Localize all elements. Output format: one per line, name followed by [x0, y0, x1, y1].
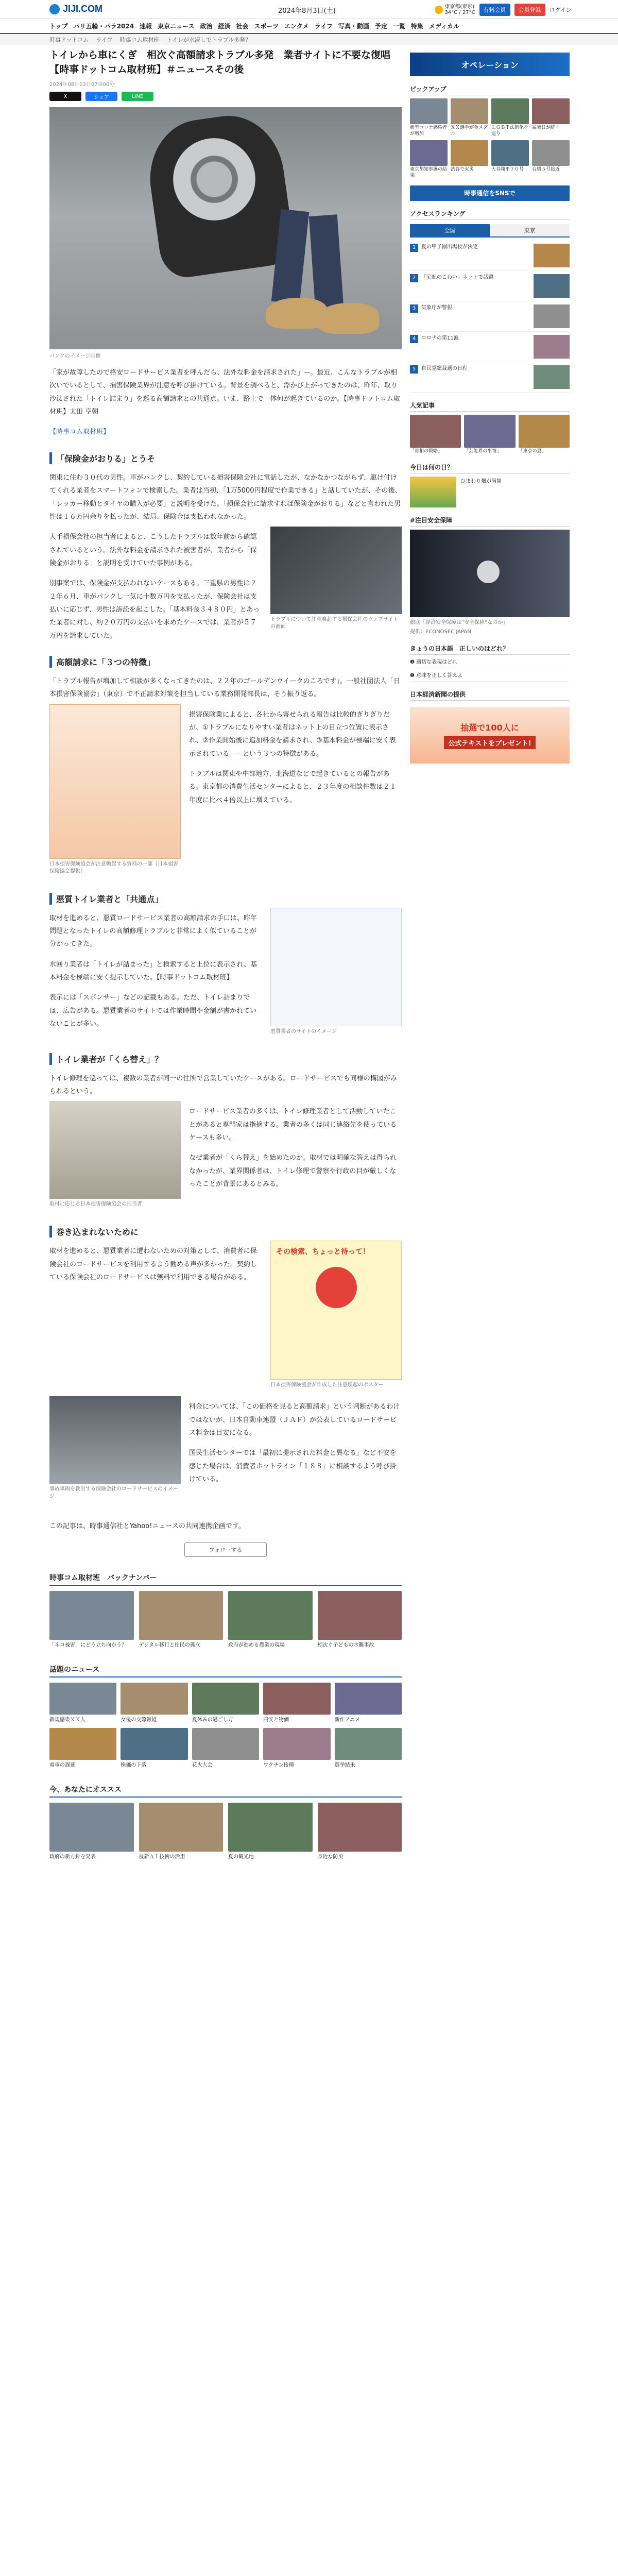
paragraph: 損害保険業によると、各社から寄せられる報告は比較的ぎりぎりだが、①トラブルになりやすい業者はネット上の目立つ位置に表示され、②作業開始後に追加料金を請求され、③基本料金が極端に安く表示されている——という３つの特徴がある。: [189, 710, 396, 758]
card-title: 政府が進める農業の現場: [228, 1642, 285, 1648]
nav-item[interactable]: ライフ: [314, 22, 333, 30]
card-title: 女優の交際報道: [121, 1717, 157, 1723]
nav-item[interactable]: 一覧: [392, 22, 405, 30]
book-ad[interactable]: [410, 707, 570, 764]
nav-item[interactable]: スポーツ: [254, 22, 279, 30]
ranking-heading: アクセスランキング: [410, 209, 570, 220]
card-title: 夏休みの過ごし方: [192, 1717, 233, 1723]
paragraph: 水回り業者は「トイレが詰まった」と検索すると上位に表示され、基本料金を極端に安く提示していた。【時事ドットコム取材班】: [49, 960, 258, 981]
pickup-item[interactable]: [532, 140, 570, 179]
paragraph: 「トラブル報告が増加して相談が多くなってきたのは、２２年のゴールデンウイークのころです」。一般社団法人「日本損害保険協会」（東京）で不正請求対策を担当している業務開発部長は、そう振り返る。: [49, 677, 400, 699]
tab-national[interactable]: 全国: [410, 224, 490, 236]
rank-title: 自民党総裁選の日程: [421, 365, 468, 371]
card-title: 新規感染ＸＸ人: [49, 1717, 85, 1723]
nav-item[interactable]: トップ: [49, 22, 68, 30]
pickup-item[interactable]: [532, 98, 570, 137]
tab-tokyo[interactable]: 東京: [490, 224, 570, 236]
popular-item[interactable]: [519, 415, 570, 455]
paragraph: トイレ修理を巡っては、複数の業者が同一の住所で営業していたケースがある。ロードサービスでも同様の構図がみられるという。: [49, 1074, 397, 1095]
play-icon: [477, 561, 500, 583]
sns-button[interactable]: 時事通信をSNSで: [410, 185, 570, 201]
nav-item[interactable]: 予定: [374, 22, 387, 30]
rank-number: 5: [410, 365, 418, 374]
intro-paragraph: 「家が故障したので格安ロードサービス業者を呼んだら、法外な料金を請求された」ー。最近、こんなトラブルが相次いでいるとして、損害保険業界が注意を呼び掛けている。背景を調べると、浮かび上がってきたのは、昨年、取り沙汰された「トイレ詰まり」を巡る高額請求との共通点。いま、路上で一体何が起きているのか。【時事ドットコム取材班】太田 亨朝: [49, 369, 400, 416]
video-caption: 徹底「経済安全保障は“安全保障”なのか」: [410, 620, 508, 626]
article-main: [49, 46, 402, 1861]
share-line-button[interactable]: LINE: [122, 92, 153, 101]
related-heading: 話題のニュース: [49, 1664, 402, 1677]
wheel-shape: [173, 138, 255, 221]
card-item[interactable]: [228, 1803, 313, 1861]
card-title: 身近な防災: [317, 1854, 344, 1860]
nav-item[interactable]: パリ五輪・パラ2024: [73, 22, 134, 30]
rank-title: 夏の甲子園出場校が決定: [421, 244, 478, 250]
pickup-thumbnail: [451, 140, 488, 166]
card-item[interactable]: [139, 1803, 224, 1861]
card-thumbnail: [139, 1591, 224, 1640]
card-item[interactable]: [192, 1728, 259, 1769]
weather-temp: 34°C / 27°C: [444, 10, 475, 15]
popular-thumbnail: [410, 415, 461, 448]
daily-heading: 今日は何の日？: [410, 463, 570, 473]
pickup-title: ＸＸ選手が金メダル: [451, 125, 488, 137]
section-heading: 高額請求に「３つの特徴」: [49, 656, 402, 668]
stop-sign-icon: [316, 1267, 357, 1308]
book-ad-sub: 公式テキストをプレゼント!: [444, 736, 535, 749]
nav-item[interactable]: 写真・動画: [338, 22, 369, 30]
card-title: 電車の遅延: [49, 1762, 75, 1768]
figure: [270, 1241, 402, 1389]
popular-title: 「東京の夏」: [518, 448, 546, 454]
pickup-thumbnail: [491, 140, 529, 166]
video-source: 提供：ECONOSEC JAPAN: [410, 629, 471, 635]
pickup-item[interactable]: [410, 98, 448, 137]
pickup-heading: ピックアップ: [410, 84, 570, 95]
book-heading: 日本経済新聞の提供: [410, 690, 570, 701]
daily-image[interactable]: [410, 477, 456, 507]
card-thumbnail: [49, 1683, 116, 1715]
nav-item[interactable]: 社会: [236, 22, 249, 30]
quiz-heading: きょうの日本語 正しいのはどれ？: [410, 644, 570, 655]
breadcrumb-item[interactable]: トイレが水浸しでトラブル多発？: [166, 37, 251, 43]
pickup-title: 猛暑日が続く: [532, 125, 560, 130]
sidebar: [410, 46, 570, 764]
rank-thumbnail: [534, 274, 570, 298]
card-thumbnail: [228, 1591, 313, 1640]
paragraph: 別事案では、保険金が支払われないケースもある。三重県の男性は２２年６月、車がパンクし一気に十数万円を支払ったが、保険会社は支払いに応じず、男性は訴訟を起こした。「基本料金３４８０円」とあった業者に対し、約２０万円の支払いを求めたケースでは、業者が５７万円を請求していた。: [49, 580, 260, 640]
card-title: 相次ぐ子どもの水難事故: [317, 1642, 374, 1648]
person-leg: [309, 214, 344, 309]
rank-number: 2: [410, 274, 418, 282]
premium-button[interactable]: 有料会員: [479, 4, 510, 16]
card-item[interactable]: [121, 1728, 187, 1769]
pickup-title: 渋谷で火災: [451, 167, 474, 173]
card-title: 夏の観光地: [228, 1854, 254, 1860]
card-item[interactable]: [49, 1803, 134, 1861]
card-thumbnail: [49, 1591, 134, 1640]
breadcrumb-item[interactable]: 時事ドットコム: [49, 37, 89, 43]
card-thumbnail: [318, 1591, 402, 1640]
pickup-title: 台風５号接近: [532, 167, 560, 173]
figure-caption: 取材に応じる日本損害保険協会の担当者: [49, 1201, 142, 1208]
breadcrumb-item[interactable]: 時事コム取材班: [119, 37, 160, 43]
figure-flyer[interactable]: [49, 704, 181, 859]
card-title: 政府の新方針を発表: [49, 1854, 96, 1860]
end-note: この記事は、時事通信社とYahoo!ニュースの共同連携企画です。: [49, 1522, 245, 1531]
ranking-item[interactable]: [410, 271, 570, 301]
pickup-item[interactable]: [410, 140, 448, 179]
popular-heading: 人気記事: [410, 401, 570, 412]
article-title: トイレから車にくぎ 相次ぐ高額請求トラブル多発 業者サイトに不要な復唱【時事ドットコム取材班】＃ニュースその後: [49, 49, 390, 75]
video-heading: #注目安全保障: [410, 516, 570, 527]
card-thumbnail: [192, 1728, 259, 1760]
card-item[interactable]: [192, 1683, 259, 1724]
ranking-item[interactable]: [410, 301, 570, 332]
nav-item[interactable]: 政治: [200, 22, 213, 30]
person-shoe: [317, 303, 379, 334]
card-thumbnail: [228, 1803, 313, 1852]
card-thumbnail: [263, 1728, 330, 1760]
popular-thumbnail: [519, 415, 570, 448]
quiz-option[interactable]: ❶ 適切な表現はどれ: [410, 655, 570, 668]
nav-item[interactable]: メディカル: [428, 22, 459, 30]
share-x-button[interactable]: X: [49, 92, 81, 101]
pickup-thumbnail: [532, 140, 570, 166]
quiz-option[interactable]: ❷ 意味を正しく答えよ: [410, 668, 570, 682]
figure: [49, 1396, 181, 1500]
pickup-thumbnail: [410, 140, 448, 166]
figure-caption: 日本損害保険協会が作成した注意喚起のポスター: [270, 1382, 384, 1388]
figure-caption: 悪質業者のサイトのイメージ: [270, 1028, 337, 1035]
rank-title: 「宅配のこわい」ネットで話題: [421, 274, 493, 280]
figure-caption: 日本損害保険協会が注意喚起する資料の一部（日本損害保険協会提供）: [49, 861, 178, 874]
weather-city: 東京都(東京): [444, 4, 475, 10]
ranking-item[interactable]: [410, 362, 570, 393]
global-nav: [0, 19, 618, 34]
register-button[interactable]: 会員登録: [514, 4, 545, 16]
figure-poster[interactable]: [270, 1241, 402, 1380]
card-item[interactable]: [335, 1683, 402, 1724]
card-thumbnail: [121, 1683, 187, 1715]
card-thumbnail: [263, 1683, 330, 1715]
nav-item[interactable]: 経済: [218, 22, 231, 30]
nav-item[interactable]: エンタメ: [284, 22, 309, 30]
section-heading: 「保険金がおりる」とうそ: [49, 452, 402, 464]
card-title: ワクチン接種: [263, 1762, 294, 1768]
pickup-thumbnail: [451, 98, 488, 124]
nav-item[interactable]: 特集: [410, 22, 423, 30]
ad-banner-top[interactable]: オペレーション: [410, 53, 570, 76]
figure: [270, 527, 402, 631]
card-thumbnail: [139, 1803, 224, 1852]
book-ad-title: 抽選で100人に: [460, 723, 519, 733]
card-title: 最新ＡＩ技術の活用: [139, 1854, 185, 1860]
popular-item[interactable]: [464, 415, 515, 455]
site-logo[interactable]: [49, 4, 102, 14]
section-heading: トイレ業者が「くら替え」？: [49, 1053, 402, 1065]
card-title: 新作アニメ: [334, 1717, 360, 1723]
paragraph: 国民生活センターでは「最初に提示された料金と異なる」など不安を感じた場合は、消費者ホットライン「１８８」に相談するよう呼び掛けている。: [189, 1449, 397, 1484]
card-title: デジタル移行と住民の孤立: [139, 1642, 200, 1648]
pickup-title: 大谷翔平３０号: [491, 167, 524, 173]
paragraph: 関東に住む３０代の男性。車がパンクし、契約している損害保険会社に電話したが、なかなかつながらず、駆け付けてくれる業者をスマートフォンで検索した。業者は当初、「1万5000円程度で作業できる」と話していたが、その後、「レッカー移動とタイヤの購入が必要」と説明を受けた。「損保会社に請求すれば保険金がおりる」などと言われた男性は１６万円余りを払ったが、結局、保険金は支払われなかった。: [49, 473, 402, 521]
card-thumbnail: [335, 1683, 402, 1715]
pickup-title: 東京都知事選の結果: [410, 167, 448, 179]
breadcrumb: [0, 34, 618, 45]
paragraph: なぜ業者が「くら替え」を始めたのか。取材では明確な答えは得られなかったが、業界関係者は、トイレ修理で警察や行政の目が厳しくなったことが背景にあるとみる。: [189, 1154, 397, 1189]
paragraph: 取材を進めると、悪質業者に遭わないための対策として、消費者に保険会社のロードサービスを利用するよう勧める声が多かった。契約している保険会社のロードサービスは無料で利用できる場合がある。: [49, 1247, 258, 1281]
paragraph: 表示には「スポンサー」などの記載もある。ただ、トイレ詰まりでは、広告がある。悪質業者のサイトでは作業時間や金額が書かれていないことが多い。: [49, 994, 257, 1028]
card-item[interactable]: [335, 1728, 402, 1769]
card-thumbnail: [49, 1803, 134, 1852]
figure-caption: 事故車両を救出する保険会社のロードサービスのイメージ: [49, 1486, 178, 1500]
rank-number: 3: [410, 304, 418, 313]
card-item[interactable]: [263, 1728, 330, 1769]
figure: [49, 704, 181, 875]
figure: [49, 1101, 181, 1208]
card-title: 円安と物価: [263, 1717, 289, 1723]
popular-title: 「芸能界の事情」: [464, 448, 502, 454]
card-item[interactable]: [318, 1803, 402, 1861]
pickup-thumbnail: [410, 98, 448, 124]
pickup-thumbnail: [491, 98, 529, 124]
login-link[interactable]: ログイン: [549, 7, 572, 13]
card-item[interactable]: [228, 1591, 313, 1649]
rank-number: 1: [410, 244, 418, 252]
recommend-heading: 今、あなたにオススス: [49, 1784, 402, 1798]
share-facebook-button[interactable]: シェア: [85, 92, 117, 101]
pickup-item[interactable]: [451, 98, 488, 137]
share-bar: [49, 92, 402, 101]
pickup-item[interactable]: [491, 140, 529, 179]
paragraph: ロードサービス業者の多くは、トイレ修理業者として活動していたことがあると専門家は指摘する。業者の多くは同じ連絡先を使っているケースも多い。: [189, 1108, 397, 1142]
card-thumbnail: [335, 1728, 402, 1760]
breadcrumb-item[interactable]: ライフ: [96, 37, 113, 43]
weather-widget[interactable]: [435, 4, 475, 15]
video-player[interactable]: [410, 530, 570, 617]
figure-photo[interactable]: [49, 1396, 181, 1484]
rank-title: 気象庁が警報: [421, 304, 452, 311]
card-title: 花火大会: [192, 1762, 213, 1768]
card-item[interactable]: [263, 1683, 330, 1724]
paragraph: トラブルは関東や中部地方、北海道などで起きているとの報告がある。東京都の消費生活センターによると、２３年度の相談件数は２１年度に比べ４倍以上に増えている。: [189, 770, 397, 804]
pickup-title: 新型コロナ感染者が増加: [410, 125, 448, 137]
card-title: 「ネコ被害」にどう立ち向かう？: [49, 1642, 127, 1648]
article-updated: 2024年08月03日07時00分: [49, 82, 115, 88]
backnumber-heading: 時事コム取材班 バックナンバー: [49, 1572, 402, 1586]
paragraph: 取材を進めると、悪質ロードサービス業者の高額請求の手口は、昨年問題となったトイレの高額修理トラブルと非常によく似ていることが分かってきた。: [49, 914, 258, 948]
figure-photo[interactable]: [49, 1101, 181, 1199]
card-item[interactable]: [49, 1683, 116, 1724]
card-item[interactable]: [121, 1683, 187, 1724]
figure: [270, 908, 402, 1036]
poster-title: その検索、ちょっと待って！: [276, 1248, 370, 1257]
card-title: 株価の下落: [121, 1762, 147, 1768]
section-heading: 巻き込まれないために: [49, 1226, 402, 1238]
ranking-item[interactable]: [410, 332, 570, 362]
hero-image: [49, 107, 402, 349]
paragraph: 大手損保会社の担当者によると、こうしたトラブルは数年前から確認されているという。法外な料金を請求された被害者が、業者から「保険金がおりる」と説明を受けていた事例がある。: [49, 533, 258, 567]
popular-item[interactable]: [410, 415, 461, 455]
paragraph: 料金については、「この価格を見ると高額請求」という判断があるわけではないが、日本自動車連盟（ＪＡＦ）が公表しているロードサービス料金は目安になる。: [189, 1403, 400, 1437]
pickup-item[interactable]: [451, 140, 488, 179]
rank-thumbnail: [534, 365, 570, 389]
hero-caption: パンクのイメージ画像: [49, 353, 101, 360]
nav-item[interactable]: 速報: [140, 22, 152, 30]
nav-item[interactable]: 東京ニュース: [158, 22, 195, 30]
card-item[interactable]: [139, 1591, 224, 1649]
figure-site-mock[interactable]: [270, 908, 402, 1026]
ranking-item[interactable]: [410, 241, 570, 271]
series-link[interactable]: 【時事コム取材班】: [49, 428, 110, 436]
card-item[interactable]: [49, 1591, 134, 1649]
pickup-title: ＬＧＢＴ法制化を巡り: [491, 125, 529, 137]
rank-title: コロナの第11波: [421, 335, 459, 341]
logo-mark-icon: [49, 4, 60, 14]
sun-icon: [435, 6, 443, 14]
section-heading: 悪質トイレ業者と「共通点」: [49, 893, 402, 905]
rank-thumbnail: [534, 335, 570, 359]
card-thumbnail: [192, 1683, 259, 1715]
card-title: 選挙結果: [334, 1762, 355, 1768]
rank-number: 4: [410, 335, 418, 343]
pickup-thumbnail: [532, 98, 570, 124]
daily-text: ひまわり畑が満開: [460, 479, 502, 485]
card-thumbnail: [318, 1803, 402, 1852]
follow-button[interactable]: フォローする: [184, 1543, 267, 1557]
card-item[interactable]: [318, 1591, 402, 1649]
logo-text: JIJI.COM: [63, 4, 103, 14]
card-thumbnail: [49, 1728, 116, 1760]
popular-thumbnail: [464, 415, 515, 448]
rank-thumbnail: [534, 244, 570, 267]
figure-photo[interactable]: [270, 527, 402, 614]
header-date: 2024年8月3日(土): [278, 7, 336, 15]
card-item[interactable]: [49, 1728, 116, 1769]
pickup-item[interactable]: [491, 98, 529, 137]
rank-thumbnail: [534, 304, 570, 328]
figure-caption: トラブルについて注意喚起する損保会社のウェブサイトの画面: [270, 617, 399, 630]
site-header: [0, 0, 618, 19]
card-thumbnail: [121, 1728, 187, 1760]
popular-title: 「首相の戦略」: [410, 448, 443, 454]
